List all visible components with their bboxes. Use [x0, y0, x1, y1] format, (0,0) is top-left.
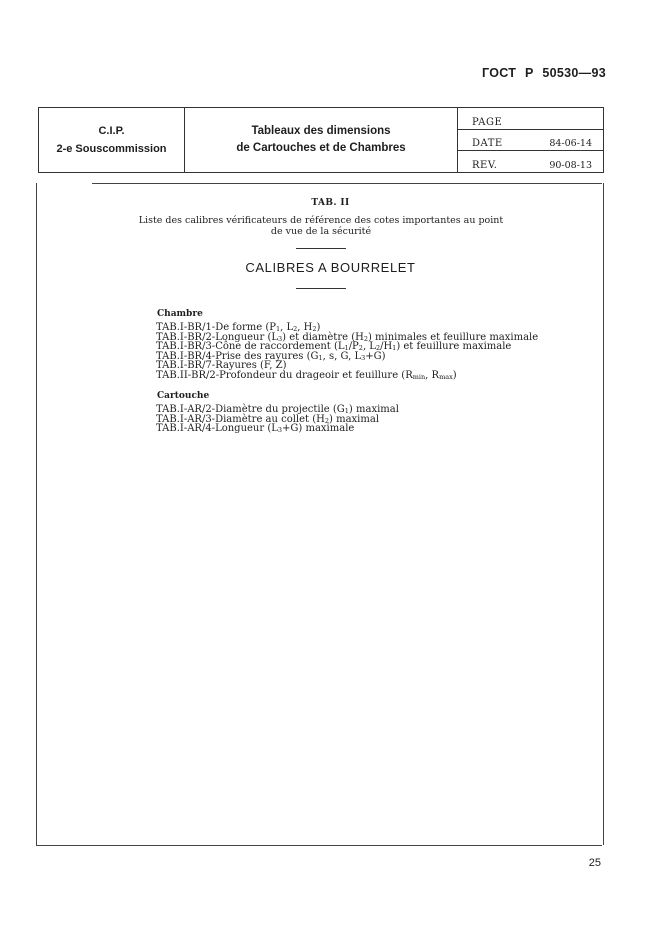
header-title — [185, 108, 458, 172]
standard-number: ГОСТ Р 50530—93 — [482, 66, 606, 80]
org-name: C.I.P. — [98, 125, 125, 137]
header-organization — [39, 108, 185, 172]
list-item: TAB.II-BR/2-Profondeur du drageoir et feuillure ($R_{min}$, $R_{max}$) — [156, 369, 457, 381]
section-heading: CALIBRES A BOURRELET — [245, 260, 416, 275]
meta-value: 90-08-13 — [549, 160, 592, 172]
title-line-1: Tableaux des dimensions — [251, 125, 391, 137]
meta-value: 84-06-14 — [549, 138, 592, 150]
chambre-list — [156, 323, 538, 381]
list-item: TAB.I-AR/3-Diamètre au collet $(H_2)$ maximal — [156, 413, 380, 425]
meta-row-revision — [458, 151, 603, 172]
list-item: TAB.I-BR/2-Longueur $(L_3)$ et diamètre $(H_2)$ minimales et feuillure maximale — [156, 331, 539, 343]
page-number: 25 — [588, 857, 601, 869]
meta-row-date — [458, 130, 603, 152]
header-table — [38, 107, 604, 173]
frame-top-rule — [92, 183, 602, 184]
meta-label: REV. — [472, 160, 498, 172]
list-item: TAB.I-AR/2-Diamètre du projectile $(G_1)$ maximal — [156, 404, 399, 415]
content-frame — [36, 183, 604, 845]
list-item: TAB.I-BR/7-Rayures (F, Z) — [156, 360, 287, 372]
table-label: TAB. II — [311, 198, 350, 208]
list-item: TAB.I-BR/4-Prise des rayures ($G_1$, s, G, $L_3+G$) — [156, 350, 386, 362]
frame-bottom-rule — [36, 845, 602, 846]
meta-label: PAGE — [472, 116, 503, 128]
meta-row-page — [458, 108, 603, 130]
cartouche-list — [156, 405, 399, 434]
list-item: TAB.I-BR/1-De forme ($P_1$, $L_2$, $H_2$) — [156, 322, 321, 333]
section-title-cartouche: Cartouche — [157, 391, 210, 401]
table-caption: Liste des calibres vérificateurs de référence des cotes importantes au point de vue de la sécurité — [138, 215, 504, 237]
org-subcommission: 2-e Souscommission — [56, 143, 167, 155]
section-title-chambre: Chambre — [157, 309, 203, 319]
list-item: TAB.I-AR/4-Longueur $(L_3+G)$ maximale — [156, 423, 355, 435]
title-line-2: de Cartouches et de Chambres — [236, 142, 406, 154]
list-item: TAB.I-BR/3-Cône de raccordement ($L_1/P_2$, $L_2/H_1$) et feuillure maximale — [156, 341, 512, 353]
header-meta — [458, 108, 603, 172]
divider-lower — [296, 288, 346, 289]
meta-label: DATE — [472, 138, 503, 150]
divider-upper — [296, 248, 346, 249]
